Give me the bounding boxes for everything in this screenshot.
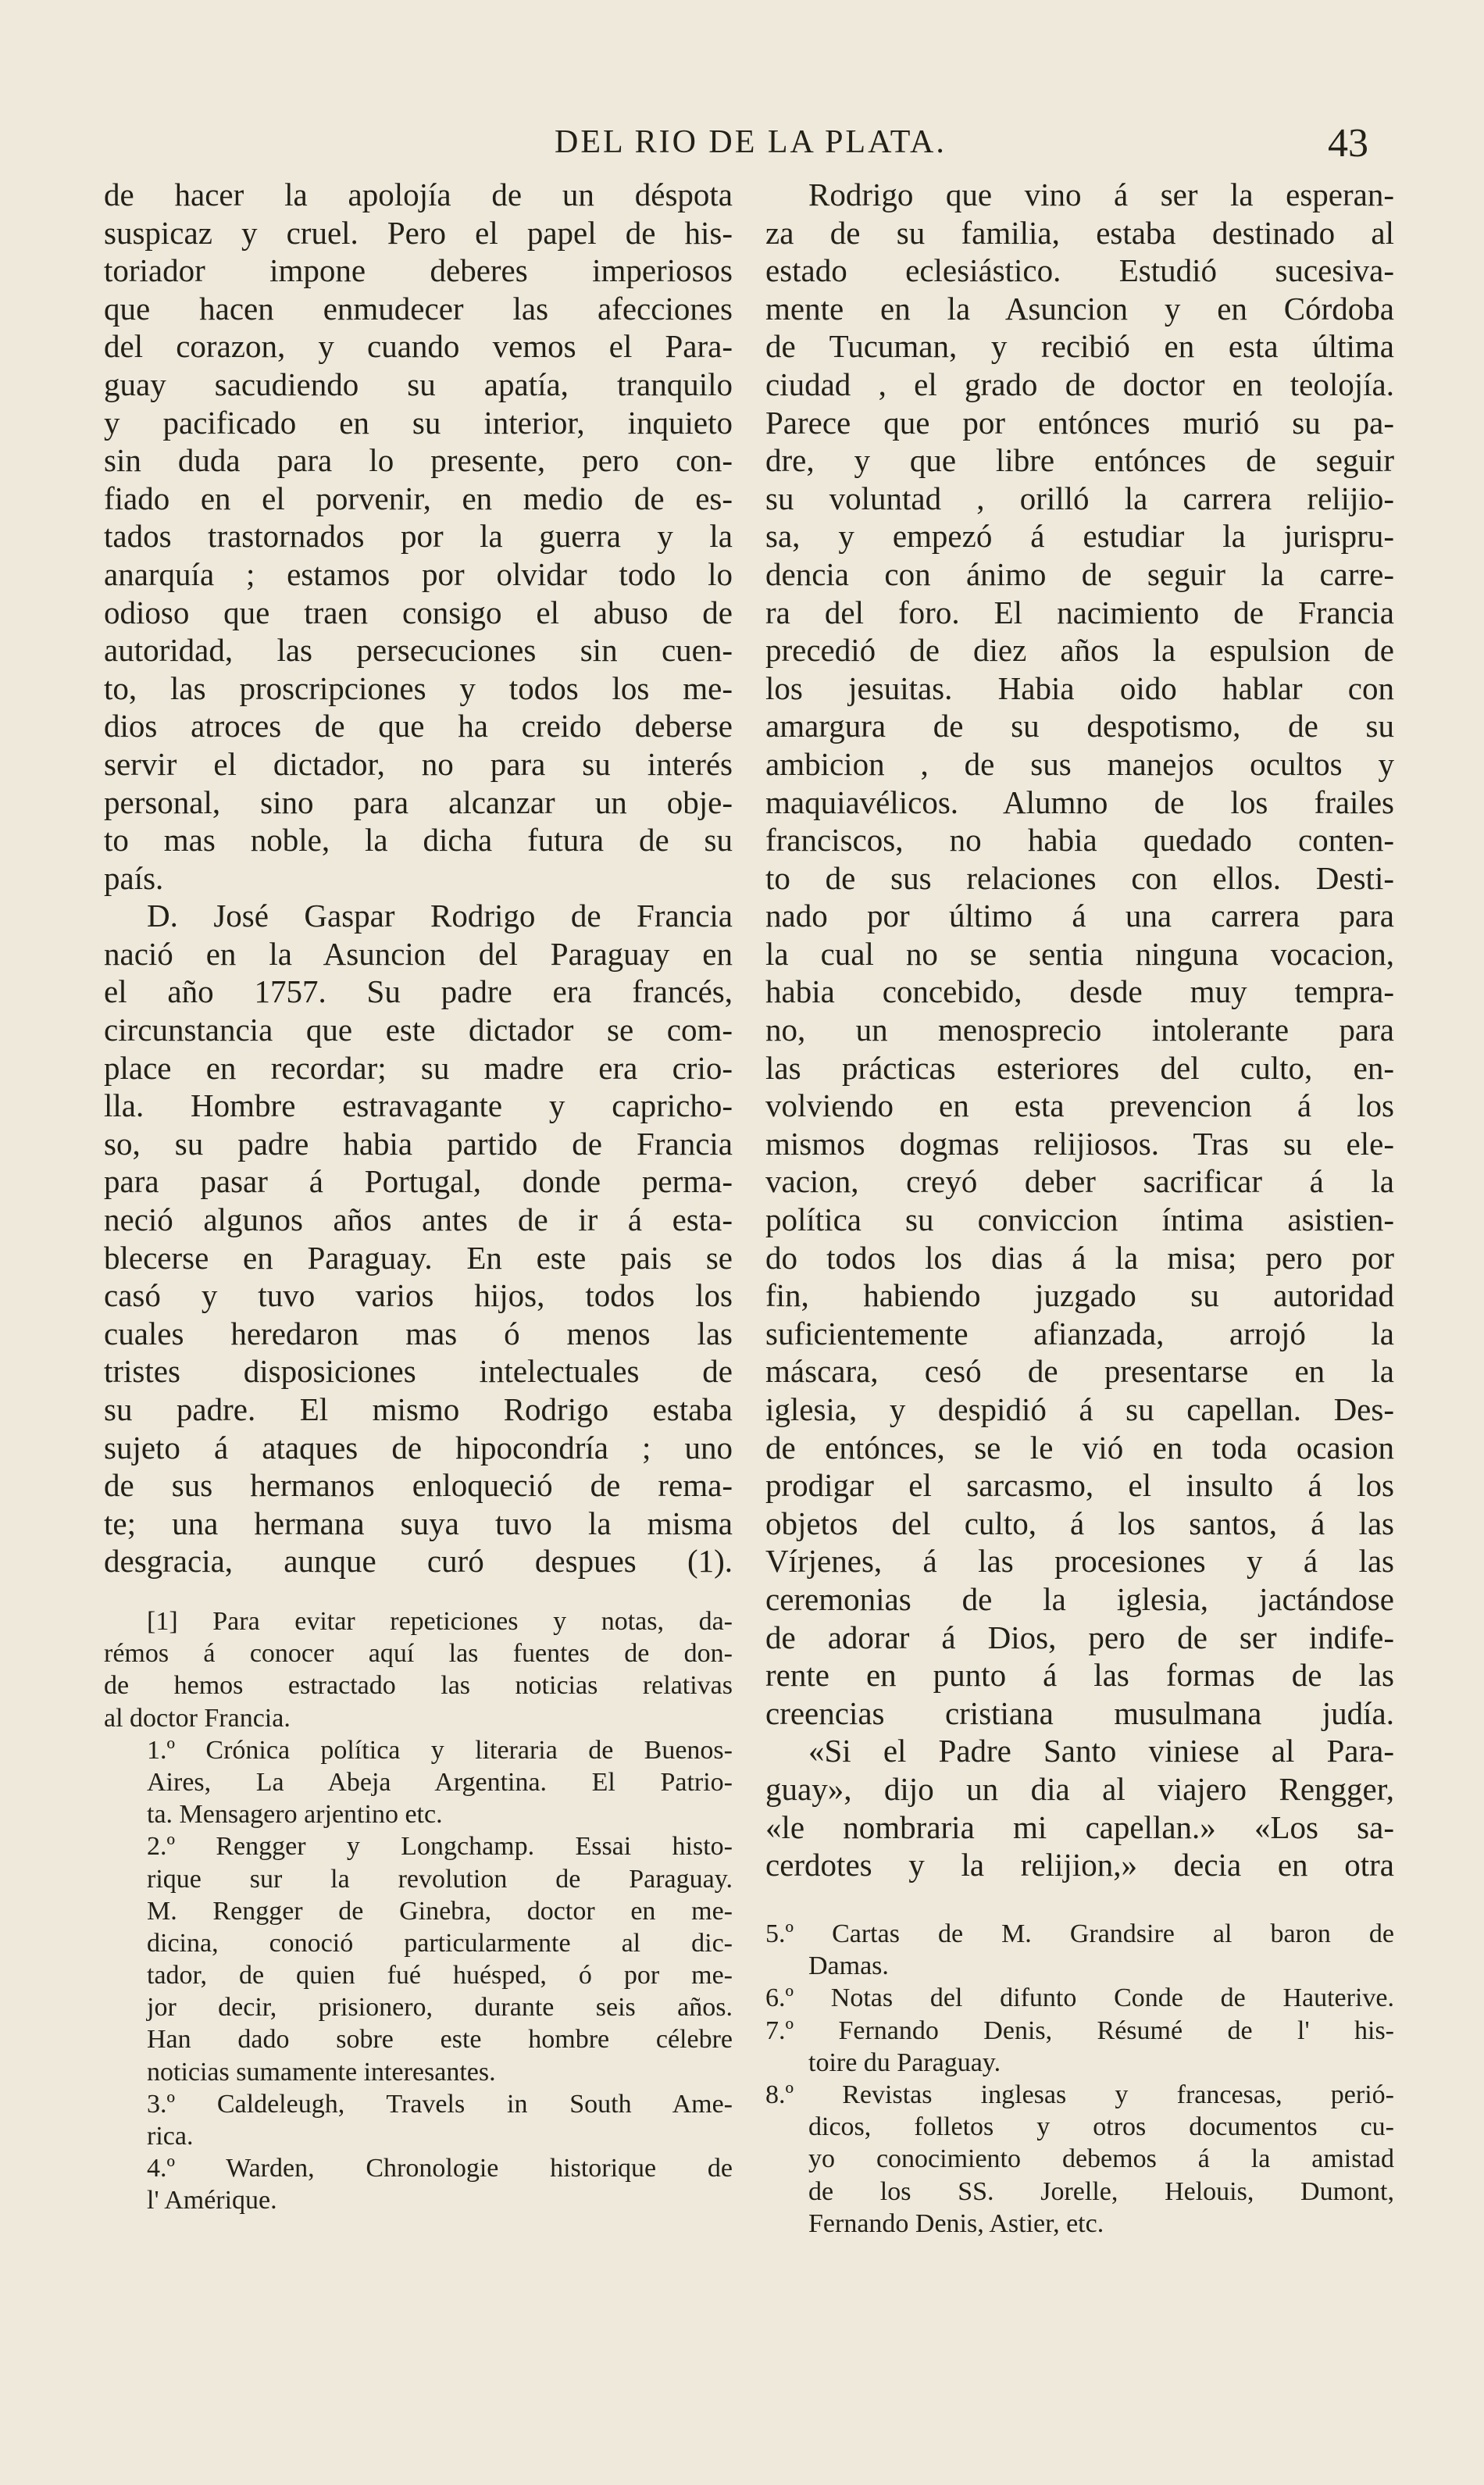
- footnote-line: yo conocimiento debemos á la amistad: [808, 2144, 1394, 2174]
- body-line: sa, y empezó á estudiar la jurispru-: [765, 518, 1394, 555]
- body-line: to, las proscripciones y todos los me-: [104, 669, 733, 706]
- footnote-line: rique sur la revolution de Paraguay.: [147, 1864, 733, 1894]
- body-line: el año 1757. Su padre era francés,: [104, 973, 733, 1010]
- page-number: 43: [1328, 121, 1368, 166]
- footnote-line: Aires, La Abeja Argentina. El Patrio-: [147, 1767, 733, 1797]
- body-line: objetos del culto, á los santos, á las: [765, 1505, 1394, 1541]
- footnote-line: al doctor Francia.: [104, 1703, 291, 1733]
- footnotes-left: [104, 1605, 733, 2217]
- footnote-line: 2.º Rengger y Longchamp. Essai histo-: [147, 1832, 733, 1862]
- footnote-line: tador, de quien fué huésped, ó por me-: [147, 1961, 733, 1990]
- footnote-line: 8.º Revistas inglesas y francesas, perió-: [765, 2080, 1394, 2109]
- body-line: creencias cristiana musulmana judía.: [765, 1694, 1394, 1731]
- footnotes-right: [765, 1918, 1394, 2240]
- body-line: suficientemente afianzada, arrojó la: [765, 1315, 1394, 1351]
- body-line: habia concebido, desde muy tempra-: [765, 973, 1394, 1010]
- footnote-line: toire du Paraguay.: [808, 2048, 1001, 2077]
- body-line: su padre. El mismo Rodrigo estaba: [104, 1391, 733, 1427]
- body-line: ambicion , de sus manejos ocultos y: [765, 745, 1394, 782]
- footnote-line: Han dado sobre este hombre célebre: [147, 2025, 733, 2055]
- body-line: tados trastornados por la guerra y la: [104, 518, 733, 555]
- body-line: maquiavélicos. Alumno de los frailes: [765, 784, 1394, 820]
- body-line: ciudad , el grado de doctor en teolojía.: [765, 366, 1394, 402]
- body-line: los jesuitas. Habia oido hablar con: [765, 669, 1394, 706]
- body-line: las prácticas esteriores del culto, en-: [765, 1049, 1394, 1086]
- body-line: odioso que traen consigo el abuso de: [104, 594, 733, 630]
- body-line: franciscos, no habia quedado conten-: [765, 822, 1394, 859]
- footnote-line: ta. Mensagero arjentino etc.: [147, 1800, 443, 1830]
- body-line: dencia con ánimo de seguir la carre-: [765, 555, 1394, 592]
- footnote-line: 6.º Notas del difunto Conde de Hauterive.: [765, 1983, 1394, 2013]
- body-line: fiado en el porvenir, en medio de es-: [104, 480, 733, 516]
- footnote-line: 7.º Fernando Denis, Résumé de l' his-: [765, 2015, 1394, 2045]
- body-line: del corazon, y cuando vemos el Para-: [104, 328, 733, 365]
- body-line: mismos dogmas relijiosos. Tras su ele-: [765, 1125, 1394, 1162]
- body-line: te; una hermana suya tuvo la misma: [104, 1505, 733, 1541]
- body-line: D. José Gaspar Rodrigo de Francia: [147, 898, 733, 934]
- body-line: sujeto á ataques de hipocondría ; uno: [104, 1429, 733, 1466]
- body-line: to mas noble, la dicha futura de su: [104, 822, 733, 859]
- body-line: de hacer la apolojía de un déspota: [104, 177, 733, 212]
- body-line: que hacen enmudecer las afecciones: [104, 290, 733, 327]
- body-line: máscara, cesó de presentarse en la: [765, 1353, 1394, 1390]
- footnote-line: rica.: [147, 2122, 194, 2151]
- footnote-line: noticias sumamente interesantes.: [147, 2057, 496, 2087]
- footnote-line: rémos á conocer aquí las fuentes de don-: [104, 1639, 733, 1669]
- body-line: neció algunos años antes de ir á esta-: [104, 1201, 733, 1238]
- body-line: amargura de su despotismo, de su: [765, 708, 1394, 744]
- body-line: blecerse en Paraguay. En este pais se: [104, 1239, 733, 1276]
- footnote-line: Damas.: [808, 1951, 889, 1981]
- body-line: nado por último á una carrera para: [765, 898, 1394, 934]
- body-line: sin duda para lo presente, pero con-: [104, 442, 733, 479]
- body-line: precedió de diez años la espulsion de: [765, 632, 1394, 669]
- footnote-line: M. Rengger de Ginebra, doctor en me-: [147, 1896, 733, 1926]
- footnote-line: 1.º Crónica política y literaria de Buenos-: [147, 1735, 733, 1765]
- body-line: guay sacudiendo su apatía, tranquilo: [104, 366, 733, 402]
- body-line: la cual no se sentia ninguna vocacion,: [765, 935, 1394, 972]
- body-line: personal, sino para alcanzar un obje-: [104, 784, 733, 820]
- body-line: do todos los dias á la misa; pero por: [765, 1239, 1394, 1276]
- footnote-line: Fernando Denis, Astier, etc.: [808, 2208, 1104, 2238]
- body-line: Vírjenes, á las procesiones y á las: [765, 1543, 1394, 1580]
- body-line: ceremonias de la iglesia, jactándose: [765, 1580, 1394, 1617]
- body-line: tristes disposiciones intelectuales de: [104, 1353, 733, 1390]
- body-line: y pacificado en su interior, inquieto: [104, 404, 733, 441]
- body-line: nació en la Asuncion del Paraguay en: [104, 935, 733, 972]
- body-line: autoridad, las persecuciones sin cuen-: [104, 632, 733, 669]
- footnote-line: 4.º Warden, Chronologie historique de: [147, 2154, 733, 2183]
- body-line: de Tucuman, y recibió en esta última: [765, 328, 1394, 365]
- body-line: casó y tuvo varios hijos, todos los: [104, 1277, 733, 1314]
- body-line: para pasar á Portugal, donde perma-: [104, 1163, 733, 1200]
- body-line: de entónces, se le vió en toda ocasion: [765, 1429, 1394, 1466]
- right-column: [765, 176, 1394, 1884]
- footnote-line: jor decir, prisionero, durante seis años.: [147, 1993, 733, 2023]
- body-line: circunstancia que este dictador se com-: [104, 1012, 733, 1048]
- running-title: DEL RIO DE LA PLATA.: [555, 124, 947, 160]
- left-column: [104, 176, 733, 1580]
- footnote-line: dicos, folletos y otros documentos cu-: [808, 2112, 1394, 2142]
- body-line: Parece que por entónces murió su pa-: [765, 404, 1394, 441]
- body-line: «le nombraria mi capellan.» «Los sa-: [765, 1808, 1394, 1845]
- body-line: suspicaz y cruel. Pero el papel de his-: [104, 214, 733, 251]
- body-line: iglesia, y despidió á su capellan. Des-: [765, 1391, 1394, 1427]
- body-line: «Si el Padre Santo viniese al Para-: [808, 1733, 1394, 1769]
- footnote-line: de los SS. Jorelle, Helouis, Dumont,: [808, 2176, 1394, 2206]
- body-line: su voluntad , orilló la carrera relijio-: [765, 480, 1394, 516]
- body-line: cerdotes y la relijion,» decia en otra: [765, 1847, 1394, 1883]
- footnote-line: [1] Para evitar repeticiones y notas, da-: [147, 1607, 733, 1636]
- body-line: política su conviccion íntima asistien-: [765, 1201, 1394, 1238]
- body-line: toriador impone deberes imperiosos: [104, 252, 733, 289]
- body-line: dre, y que libre entónces de seguir: [765, 442, 1394, 479]
- body-line: país.: [104, 859, 164, 896]
- body-line: fin, habiendo juzgado su autoridad: [765, 1277, 1394, 1314]
- body-line: de adorar á Dios, pero de ser indife-: [765, 1619, 1394, 1655]
- body-line: no, un menosprecio intolerante para: [765, 1012, 1394, 1048]
- body-line: za de su familia, estaba destinado al: [765, 214, 1394, 251]
- body-line: mente en la Asuncion y en Córdoba: [765, 290, 1394, 327]
- footnote-line: dicina, conoció particularmente al dic-: [147, 1928, 733, 1958]
- footnote-line: l' Amérique.: [147, 2186, 277, 2215]
- body-line: volviendo en esta prevencion á los: [765, 1087, 1394, 1124]
- body-line: desgracia, aunque curó despues (1).: [104, 1543, 733, 1580]
- body-line: prodigar el sarcasmo, el insulto á los: [765, 1467, 1394, 1504]
- body-line: estado eclesiástico. Estudió sucesiva-: [765, 252, 1394, 289]
- body-line: vacion, creyó deber sacrificar á la: [765, 1163, 1394, 1200]
- body-line: rente en punto á las formas de las: [765, 1657, 1394, 1694]
- body-line: to de sus relaciones con ellos. Desti-: [765, 859, 1394, 896]
- body-line: cuales heredaron mas ó menos las: [104, 1315, 733, 1351]
- body-line: ra del foro. El nacimiento de Francia: [765, 594, 1394, 630]
- body-line: lla. Hombre estravagante y capricho-: [104, 1087, 733, 1124]
- footnote-line: 5.º Cartas de M. Grandsire al baron de: [765, 1919, 1394, 1948]
- body-line: guay», dijo un dia al viajero Rengger,: [765, 1770, 1394, 1807]
- footnote-line: 3.º Caldeleugh, Travels in South Ame-: [147, 2089, 733, 2119]
- body-line: Rodrigo que vino á ser la esperan-: [808, 177, 1394, 212]
- running-head: [0, 123, 1484, 170]
- body-line: place en recordar; su madre era crio-: [104, 1049, 733, 1086]
- body-line: de sus hermanos enloqueció de rema-: [104, 1467, 733, 1504]
- body-line: dios atroces de que ha creido deberse: [104, 708, 733, 744]
- body-line: so, su padre habia partido de Francia: [104, 1125, 733, 1162]
- footnote-line: de hemos estractado las noticias relativas: [104, 1671, 733, 1701]
- body-line: servir el dictador, no para su interés: [104, 745, 733, 782]
- body-line: anarquía ; estamos por olvidar todo lo: [104, 555, 733, 592]
